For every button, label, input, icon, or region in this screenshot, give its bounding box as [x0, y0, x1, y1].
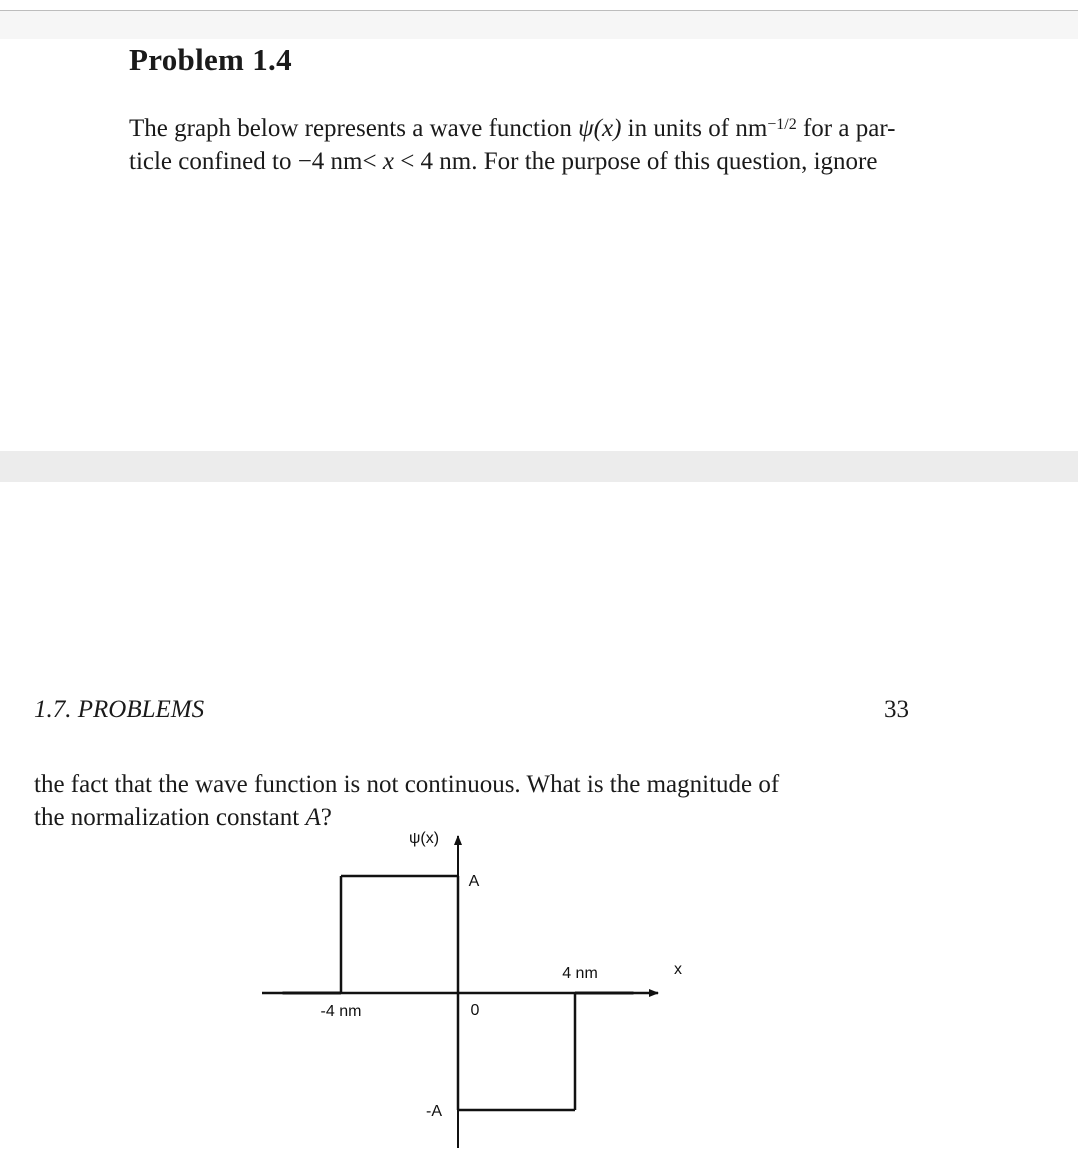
continuation-line-1: the fact that the wave function is not continuous. What is the magnitude of	[34, 771, 780, 798]
page-break-band	[0, 451, 1078, 482]
variable-x: x	[382, 148, 394, 175]
wave-function-curve	[283, 876, 634, 1110]
top-shade	[0, 11, 1078, 39]
y-axis-label: ψ(x)	[408, 830, 440, 847]
problem-statement	[129, 112, 895, 178]
problem-statement-line-1: The graph below represents a wave function ψ(x) in units of $nm^{-1/2}$ for a par-	[129, 115, 896, 142]
wave-function-graph	[250, 822, 690, 1152]
tick-label-zero: 0	[470, 1002, 480, 1019]
constant-A: A	[305, 804, 321, 831]
unit-exponent: −1/2	[767, 116, 797, 133]
problem-statement-line-2: ticle confined to −4 nm< x < 4 nm. For the purpose of this question, ignore	[129, 148, 878, 175]
psi-of-x: ψ(x)	[578, 115, 622, 142]
running-head: 1.7. PROBLEMS	[34, 696, 205, 723]
page-number: 33	[884, 696, 909, 723]
tick-label-neg-A: -A	[426, 1103, 442, 1120]
tick-label-neg-4nm: -4 nm	[320, 1003, 362, 1020]
tick-label-4nm: 4 nm	[562, 965, 598, 982]
continuation-line-2: the normalization constant A?	[34, 804, 332, 831]
problem-title: Problem 1.4	[129, 42, 292, 77]
tick-label-A: A	[468, 873, 480, 890]
x-axis-label: x	[674, 961, 682, 978]
